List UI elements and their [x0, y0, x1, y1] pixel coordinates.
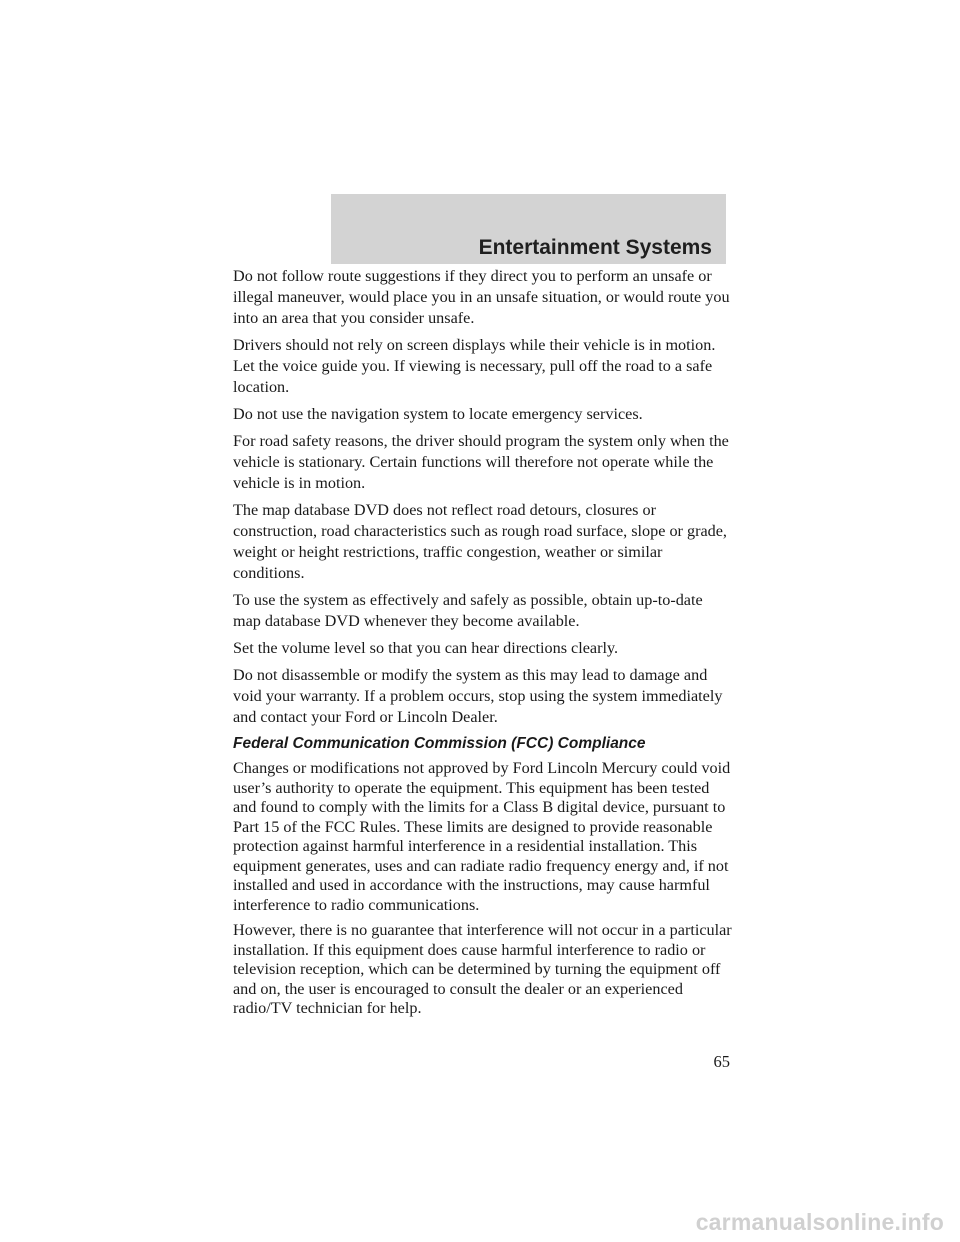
- site-watermark: carmanualsonline.info: [695, 1209, 944, 1235]
- paragraph-map-database: The map database DVD does not reflect road detours, closures or construction, road characteristics such as rough road surface, slope or grade, weight or height restrictions, traffic congestion, weather or similar conditions.: [233, 501, 727, 582]
- section-header-band: [331, 194, 726, 264]
- paragraph-volume-level: Set the volume level so that you can hear directions clearly.: [233, 639, 619, 657]
- paragraph-screen-displays: Drivers should not rely on screen displays while their vehicle is in motion. Let the voice guide you. If viewing is necessary, pull off the road to a safe location.: [233, 336, 716, 396]
- page-content: [233, 266, 733, 1025]
- paragraph-route-suggestions: Do not follow route suggestions if they direct you to perform an unsafe or illegal maneuver, would place you in an unsafe situation, or would route you into an area that you consider unsafe.: [233, 267, 730, 327]
- section-title: Entertainment Systems: [478, 236, 712, 259]
- paragraph-fcc-changes: Changes or modifications not approved by Ford Lincoln Mercury could void user’s authority to operate the equipment. This equipment has been tested and found to comply with the limits for a Class B digital device, pursuant to Part 15 of the FCC Rules. These limits are designed to provide reasonable protection against harmful interference in a residential installation. This equipment generates, uses and can radiate radio frequency energy and, if not installed and used in accordance with the instructions, may cause harmful interference to radio communications.: [233, 759, 731, 914]
- page-number: 65: [713, 1052, 730, 1071]
- paragraph-emergency-services: Do not use the navigation system to locate emergency services.: [233, 405, 643, 423]
- paragraph-up-to-date: To use the system as effectively and safely as possible, obtain up-to-date map database DVD whenever they become available.: [233, 591, 703, 630]
- paragraph-fcc-guarantee: However, there is no guarantee that interference will not occur in a particular installation. If this equipment does cause harmful interference to radio or television reception, which can be determined by turning the equipment off and on, the user is encouraged to consult the dealer or an experienced radio/TV technician for help.: [233, 921, 732, 1017]
- fcc-heading: Federal Communication Commission (FCC) Compliance: [233, 735, 646, 752]
- paragraph-disassemble: Do not disassemble or modify the system as this may lead to damage and void your warranty. If a problem occurs, stop using the system immediately and contact your Ford or Lincoln Dealer.: [233, 666, 723, 726]
- paragraph-road-safety: For road safety reasons, the driver should program the system only when the vehicle is stationary. Certain functions will therefore not operate while the vehicle is in motion.: [233, 432, 729, 492]
